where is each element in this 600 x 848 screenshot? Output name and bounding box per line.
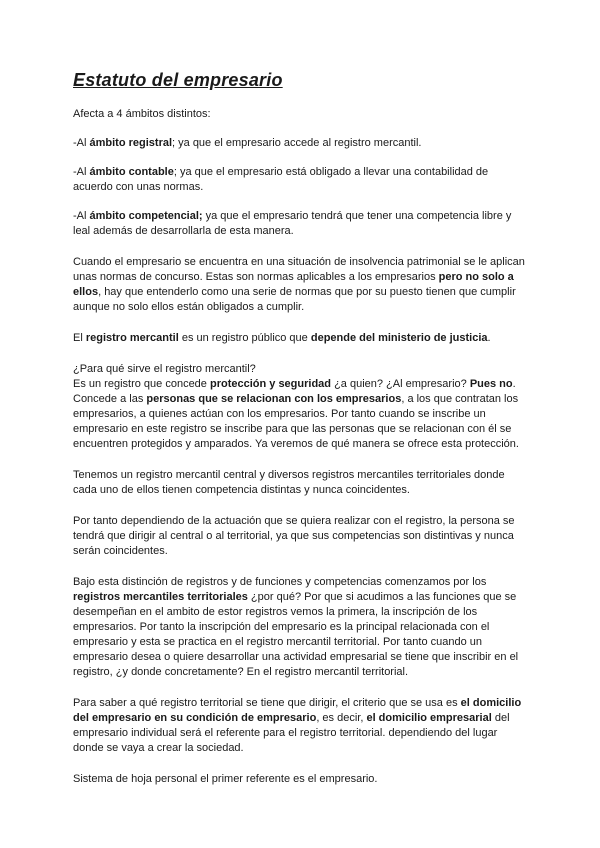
registro-definition-paragraph: El registro mercantil es un registro público que depende del ministerio de justicia. [73, 332, 491, 344]
distincion-paragraph: Bajo esta distinción de registros y de funciones y competencias comenzamos por los registros mercantiles territoriales ¿por qué? Por que si acudimos a las funciones que se desempeñan en el ambito de estor registros vemos la primera, la inscripción de los empresarios. Por tanto la inscripción del empresario es la principal relacionada con el empresario y esta se practica en el registro mercantil territorial. Por tanto cuando un empresario desea o quiere desarrollar una actividad empresarial se tiene que inscribir en el registro, ¿y donde concretamente? En el registro mercantil territorial. [73, 576, 519, 678]
document-body [73, 70, 528, 787]
ambito-competencial-paragraph: -Al ámbito competencial; ya que el empresario tendrá que tener una competencia libre y leal además de desarrollarla de esta manera. [73, 210, 512, 237]
ambito-registral-paragraph: -Al ámbito registral; ya que el empresario accede al registro mercantil. [73, 137, 422, 149]
domicilio-paragraph: Para saber a qué registro territorial se tiene que dirigir, el criterio que se usa es el domicilio del empresario en su condición de empresario, es decir, el domicilio empresarial del empresario individual será el referente para el registro territorial. dependiendo del lugar donde se vaya a crear la sociedad. [73, 697, 522, 754]
actuacion-paragraph: Por tanto dependiendo de la actuación que se quiera realizar con el registro, la persona se tendrá que dirigir al central o al territorial, ya que sus competencias son distintivas y nunca serán coincidentes. [73, 515, 515, 557]
intro-paragraph: Afecta a 4 ámbitos distintos: [73, 108, 211, 120]
insolvencia-paragraph: Cuando el empresario se encuentra en una situación de insolvencia patrimonial se le aplican unas normas de concurso. Estas son normas aplicables a los empresarios pero no solo a ellos, hay que entenderlo como una serie de normas que por su puesto tienen que cumplir aunque no solo ellos están obligados a cumplir. [73, 256, 525, 313]
registro-central-paragraph: Tenemos un registro mercantil central y diversos registros mercantiles territoriales donde cada uno de ellos tienen competencia distintas y nunca coincidentes. [73, 469, 505, 496]
page-title: Estatuto del empresario [73, 70, 283, 90]
ambito-contable-paragraph: -Al ámbito contable; ya que el empresario está obligado a llevar una contabilidad de acuerdo con unas normas. [73, 166, 489, 193]
hoja-personal-paragraph: Sistema de hoja personal el primer referente es el empresario. [73, 773, 378, 785]
para-que-paragraph: ¿Para qué sirve el registro mercantil? Es un registro que concede protección y seguridad ¿a quien? ¿Al empresario? Pues no. Concede a las personas que se relacionan con los empresarios, a los que contratan los empresarios, a quienes actúan con los empresarios. Por tanto cuando se inscribe un empresario en este registro se inscribe para que las personas que se relacionan con él se encuentren protegidos y amparados. Ya veremos de qué manera se ofrece esta protección. [73, 363, 519, 450]
